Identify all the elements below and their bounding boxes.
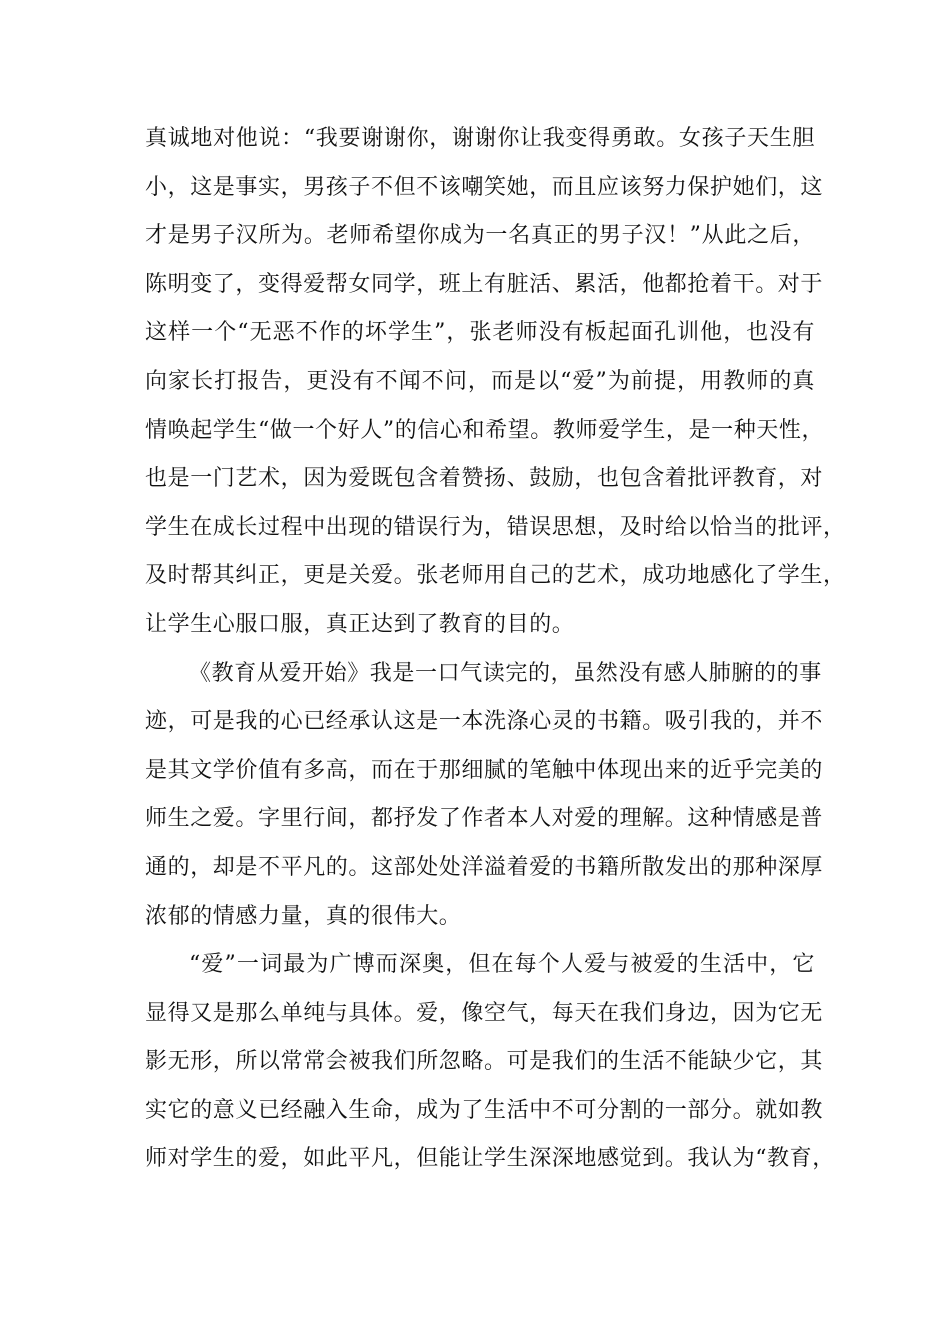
text-line: 陈明变了，变得爱帮女同学，班上有脏活、累活，他都抢着干。对于 xyxy=(145,271,824,297)
text-line: 迹，可是我的心已经承认这是一本洗涤心灵的书籍。吸引我的，并不 xyxy=(145,709,824,735)
text-line: 实它的意义已经融入生命，成为了生活中不可分割的一部分。就如教 xyxy=(145,1097,824,1123)
paragraph-start-line: 《教育从爱开始》我是一口气读完的，虽然没有感人肺腑的的事 xyxy=(189,660,822,686)
paragraph-start-line: “爱”一词最为广博而深奥，但在每个人爱与被爱的生活中，它 xyxy=(189,952,815,978)
text-line: 师对学生的爱，如此平凡，但能让学生深深地感觉到。我认为“教育， xyxy=(145,1146,835,1172)
text-line: 及时帮其纠正，更是关爱。张老师用自己的艺术，成功地感化了学生， xyxy=(145,563,846,589)
text-line: 才是男子汉所为。老师希望你成为一名真正的男子汉！”从此之后， xyxy=(145,223,815,249)
text-line: 是其文学价值有多高，而在于那细腻的笔触中体现出来的近乎完美的 xyxy=(145,757,824,783)
body-text xyxy=(145,115,846,1184)
text-line: 显得又是那么单纯与具体。爱，像空气，每天在我们身边，因为它无 xyxy=(145,1000,824,1026)
text-line: 通的，却是不平凡的。这部处处洋溢着爱的书籍所散发出的那种深厚 xyxy=(145,854,824,880)
text-line: 这样一个“无恶不作的坏学生”，张老师没有板起面孔训他，也没有 xyxy=(145,320,815,346)
text-line: 小，这是事实，男孩子不但不该嘲笑她，而且应该努力保护她们，这 xyxy=(145,174,824,200)
text-line: 影无形，所以常常会被我们所忽略。可是我们的生活不能缺少它，其 xyxy=(145,1049,824,1075)
text-line: 真诚地对他说：“我要谢谢你，谢谢你让我变得勇敢。女孩子天生胆 xyxy=(145,126,815,151)
text-line: 学生在成长过程中出现的错误行为，错误思想，及时给以恰当的批评， xyxy=(145,514,846,540)
text-line: 浓郁的情感力量，真的很伟大。 xyxy=(145,903,462,929)
text-line: 师生之爱。字里行间，都抒发了作者本人对爱的理解。这种情感是普 xyxy=(145,806,824,832)
text-line: 向家长打报告，更没有不闻不问，而是以“爱”为前提，用教师的真 xyxy=(145,368,815,394)
text-line: 让学生心服口服，真正达到了教育的目的。 xyxy=(145,611,575,637)
text-line: 情唤起学生“做一个好人”的信心和希望。教师爱学生，是一种天性， xyxy=(145,417,825,443)
text-line: 也是一门艺术，因为爱既包含着赞扬、鼓励，也包含着批评教育，对 xyxy=(145,466,824,492)
